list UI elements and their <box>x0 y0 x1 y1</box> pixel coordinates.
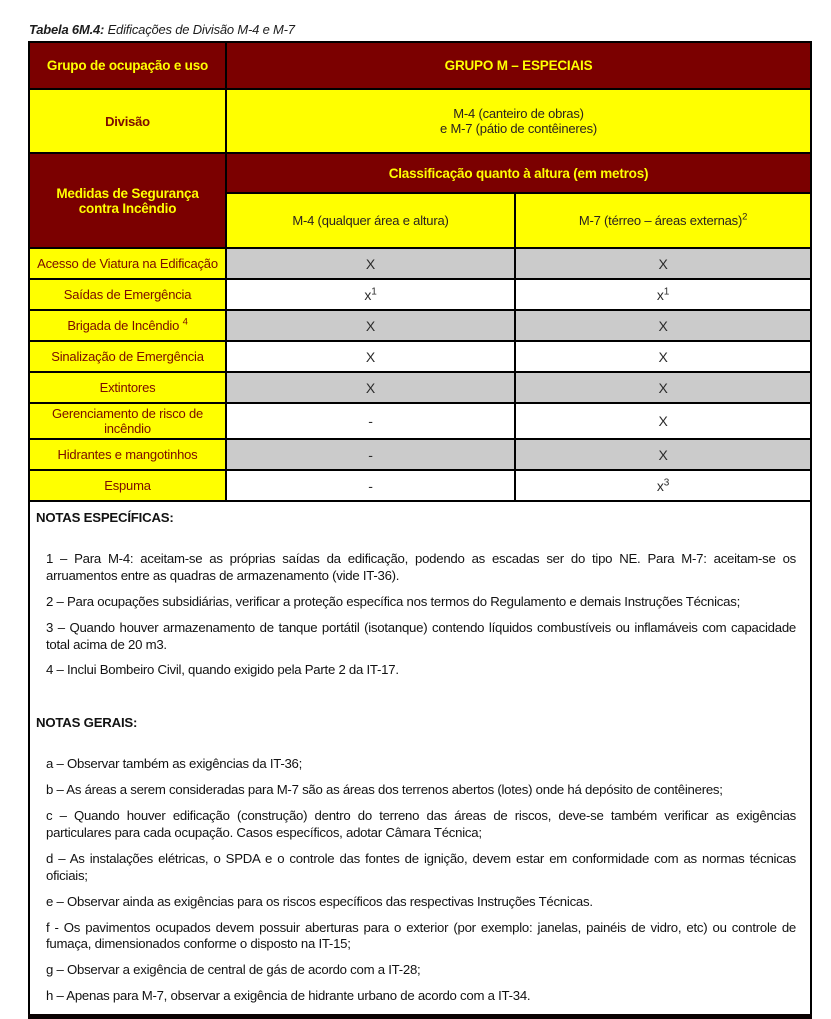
measure-row <box>29 403 811 439</box>
measure-label: Espuma <box>29 470 226 501</box>
measure-label: Saídas de Emergência <box>29 279 226 310</box>
measure-value-m7: $x^3$ <box>515 470 811 501</box>
specific-notes-heading: NOTAS ESPECÍFICAS: <box>36 510 174 525</box>
note-item: h – Apenas para M-7, observar a exigência de hidrante urbano de acordo com a IT-34. <box>46 988 531 1004</box>
note-item: e – Observar ainda as exigências para os riscos específicos das respectivas Instruções Técnicas. <box>46 893 593 909</box>
note-item: a – Observar também as exigências da IT-36; <box>46 756 303 772</box>
measure-row <box>29 439 811 470</box>
note-item: f - Os pavimentos ocupados devem possuir aberturas para o exterior (por exemplo: janelas, painéis de vidro, etc) ou controle de fumaça, dimensionados conforme o disposto na IT-15; <box>46 919 797 952</box>
general-notes-heading: NOTAS GERAIS: <box>36 715 138 731</box>
classification-row <box>29 153 811 193</box>
measure-value-m7: X <box>515 439 811 470</box>
column-header-m7: M-7 (térreo – áreas externas)$^2$ <box>515 193 811 248</box>
measure-value-m7: X <box>515 403 811 439</box>
division-value-line2: e M-7 (pátio de contêineres) <box>440 121 597 136</box>
measure-label: Brigada de Incêndio $^4$ <box>29 310 226 341</box>
measure-row <box>29 310 811 341</box>
header-occupation-group: Grupo de ocupação e uso <box>29 42 226 89</box>
note-item: g – Observar a exigência de central de gás de acordo com a IT-28; <box>46 962 421 978</box>
measure-rows <box>29 248 811 501</box>
note-item: 4 – Inclui Bombeiro Civil, quando exigido pela Parte 2 da IT-17. <box>46 662 399 678</box>
measure-value-m7: X <box>515 310 811 341</box>
measure-value-m4: - <box>226 470 515 501</box>
measure-value-m7: X <box>515 248 811 279</box>
division-label: Divisão <box>29 89 226 153</box>
measure-label: Sinalização de Emergência <box>29 341 226 372</box>
table-caption <box>29 22 831 37</box>
measure-label: Extintores <box>29 372 226 403</box>
measure-row <box>29 248 811 279</box>
height-classification-header: Classificação quanto à altura (em metros) <box>226 153 811 193</box>
note-item: d – As instalações elétricas, o SPDA e o controle das fontes de ignição, devem estar em conformidade com as normas técnicas oficiais; <box>46 850 797 883</box>
measure-row <box>29 341 811 372</box>
table-caption-text: Edificações de Divisão M-4 e M-7 <box>107 22 295 37</box>
safety-measures-label: Medidas de Segurança contra Incêndio <box>29 153 226 248</box>
note-item: 1 – Para M-4: aceitam-se as próprias saídas da edificação, podendo as escadas ser do tipo NE. Para M-7: aceitam-se os arruamentos entre as quadras de armazenamento (vide IT-36). <box>46 551 797 583</box>
measure-label: Hidrantes e mangotinhos <box>29 439 226 470</box>
note-item: c – Quando houver edificação (construção) dentro do terreno das áreas de riscos, deve-se também verificar as exigências particulares para cada ocupação. Casos específicos, adotar Câmara Técnica; <box>46 808 797 841</box>
measure-value-m4: X <box>226 372 515 403</box>
table-header-row <box>29 42 811 89</box>
note-item: 3 – Quando houver armazenamento de tanque portátil (isotanque) contendo líquidos combustíveis ou inflamáveis com capacidade total acima de 20 m3. <box>46 619 797 652</box>
measure-row <box>29 470 811 501</box>
measure-value-m7: $x^1$ <box>515 279 811 310</box>
specific-notes-list <box>36 551 798 679</box>
general-notes-list <box>36 756 798 1005</box>
measure-value-m4: - <box>226 403 515 439</box>
column-header-m7-note-ref: 2 <box>742 211 748 223</box>
note-item: b – As áreas a serem consideradas para M-7 são as áreas dos terrenos abertos (lotes) onde há depósito de contêineres; <box>46 782 723 798</box>
measure-row <box>29 372 811 403</box>
notes-row <box>29 501 811 1017</box>
measure-value-m4: X <box>226 310 515 341</box>
column-header-m4: M-4 (qualquer área e altura) <box>226 193 515 248</box>
note-item: 2 – Para ocupações subsidiárias, verificar a proteção específica nos termos do Regulamento e demais Instruções Técnicas; <box>46 593 740 609</box>
notes-section <box>29 501 811 1017</box>
header-group-m-especiais: GRUPO M – ESPECIAIS <box>226 42 811 89</box>
measure-value-m4: $x^1$ <box>226 279 515 310</box>
measure-row <box>29 279 811 310</box>
fire-safety-requirements-table <box>28 41 812 1019</box>
measure-value-m4: X <box>226 248 515 279</box>
measure-value-m7: X <box>515 341 811 372</box>
measure-value-m4: X <box>226 341 515 372</box>
document-page <box>0 22 831 1004</box>
measure-value-m7: X <box>515 372 811 403</box>
division-value-line1: M-4 (canteiro de obras) <box>453 106 584 121</box>
table-caption-number: Tabela 6M.4: <box>29 22 105 37</box>
measure-value-m4: - <box>226 439 515 470</box>
division-value <box>226 89 811 153</box>
measure-label: Gerenciamento de risco de incêndio <box>29 403 226 439</box>
measure-label: Acesso de Viatura na Edificação <box>29 248 226 279</box>
division-row <box>29 89 811 153</box>
